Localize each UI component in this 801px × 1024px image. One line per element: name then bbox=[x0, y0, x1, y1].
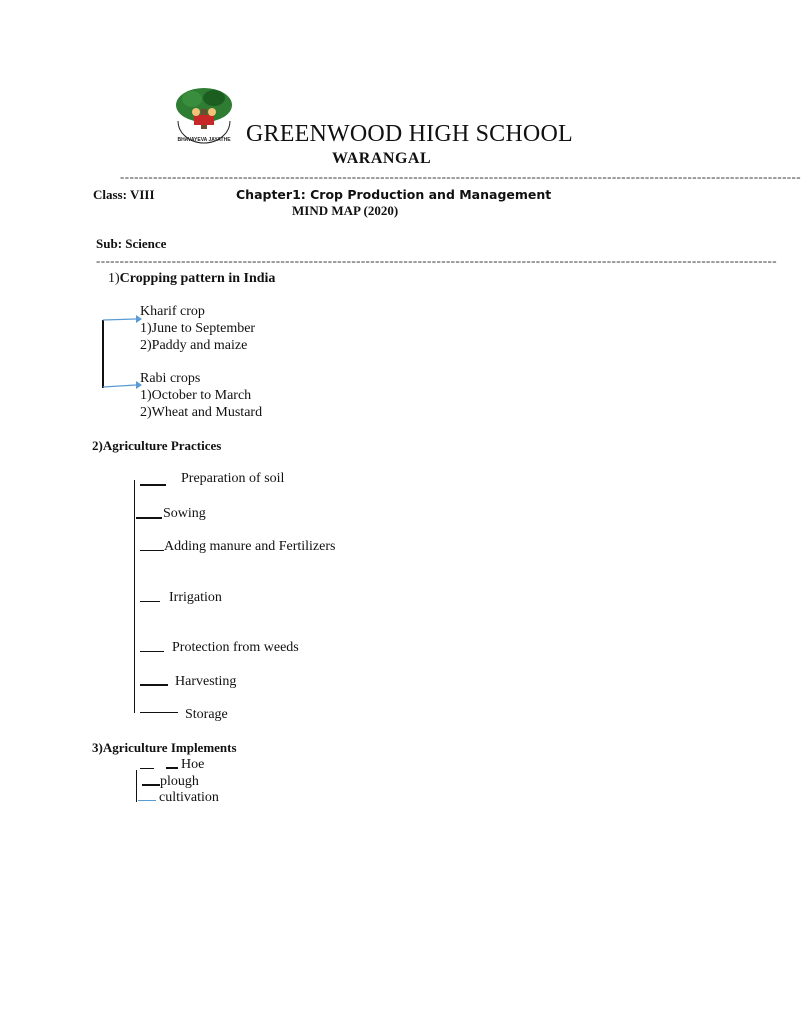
implement-2: plough bbox=[160, 774, 199, 789]
section1-connector bbox=[98, 312, 144, 394]
school-logo bbox=[172, 85, 236, 145]
impl-branch-1 bbox=[140, 768, 154, 769]
implement-1: Hoe bbox=[181, 757, 205, 772]
branch-1 bbox=[140, 484, 166, 486]
school-name: GREENWOOD HIGH SCHOOL bbox=[246, 121, 573, 147]
logo-motto: BHAVAYEVA JAYATHE bbox=[177, 137, 231, 143]
rabi-item-1: 1)October to March bbox=[140, 388, 252, 403]
practice-5: Protection from weeds bbox=[172, 640, 299, 655]
section1-number: 1) bbox=[108, 271, 120, 286]
section1-heading bbox=[108, 271, 275, 287]
kharif-item-2: 2)Paddy and maize bbox=[140, 338, 248, 353]
impl-branch-2 bbox=[142, 784, 160, 786]
class-label: Class: VIII bbox=[93, 187, 155, 202]
implement-3: cultivation bbox=[159, 790, 219, 805]
branch-7 bbox=[140, 712, 178, 713]
branch-4 bbox=[140, 601, 160, 602]
divider-top: ------------------------------------------------------------------------------------------------------------------------------------------------ bbox=[120, 169, 801, 184]
practice-2: Sowing bbox=[163, 506, 206, 521]
practice-3: Adding manure and Fertilizers bbox=[164, 539, 336, 554]
rabi-title: Rabi crops bbox=[140, 371, 201, 386]
practice-6: Harvesting bbox=[175, 674, 237, 689]
practice-7: Storage bbox=[185, 707, 228, 722]
mind-map-title: MIND MAP (2020) bbox=[292, 203, 399, 218]
city-name: WARANGAL bbox=[332, 150, 432, 167]
section2-trunk bbox=[134, 480, 135, 713]
branch-3 bbox=[140, 550, 164, 551]
section3-trunk bbox=[136, 770, 137, 802]
chapter-title: Chapter1: Crop Production and Management bbox=[236, 187, 552, 202]
kharif-title: Kharif crop bbox=[140, 304, 205, 319]
practice-4: Irrigation bbox=[169, 590, 222, 605]
section3-title: 3)Agriculture Implements bbox=[92, 740, 237, 755]
arrow-kharif bbox=[103, 319, 136, 320]
subject-label: Sub: Science bbox=[96, 236, 167, 251]
branch-5 bbox=[140, 651, 164, 652]
section2-title: 2)Agriculture Practices bbox=[92, 438, 222, 453]
impl-branch-3 bbox=[138, 800, 156, 801]
impl-branch-1b bbox=[166, 767, 178, 769]
book-icon bbox=[194, 115, 214, 125]
branch-2 bbox=[136, 517, 162, 519]
kharif-item-1: 1)June to September bbox=[140, 321, 256, 336]
practice-1: Preparation of soil bbox=[181, 471, 285, 486]
rabi-item-2: 2)Wheat and Mustard bbox=[140, 405, 263, 420]
branch-6 bbox=[140, 684, 168, 686]
arrow-rabi bbox=[103, 385, 136, 387]
divider-sub: ------------------------------------------------------------------------------------------------------------------------------------------------ bbox=[96, 253, 777, 268]
section1-title: Cropping pattern in India bbox=[119, 271, 276, 286]
